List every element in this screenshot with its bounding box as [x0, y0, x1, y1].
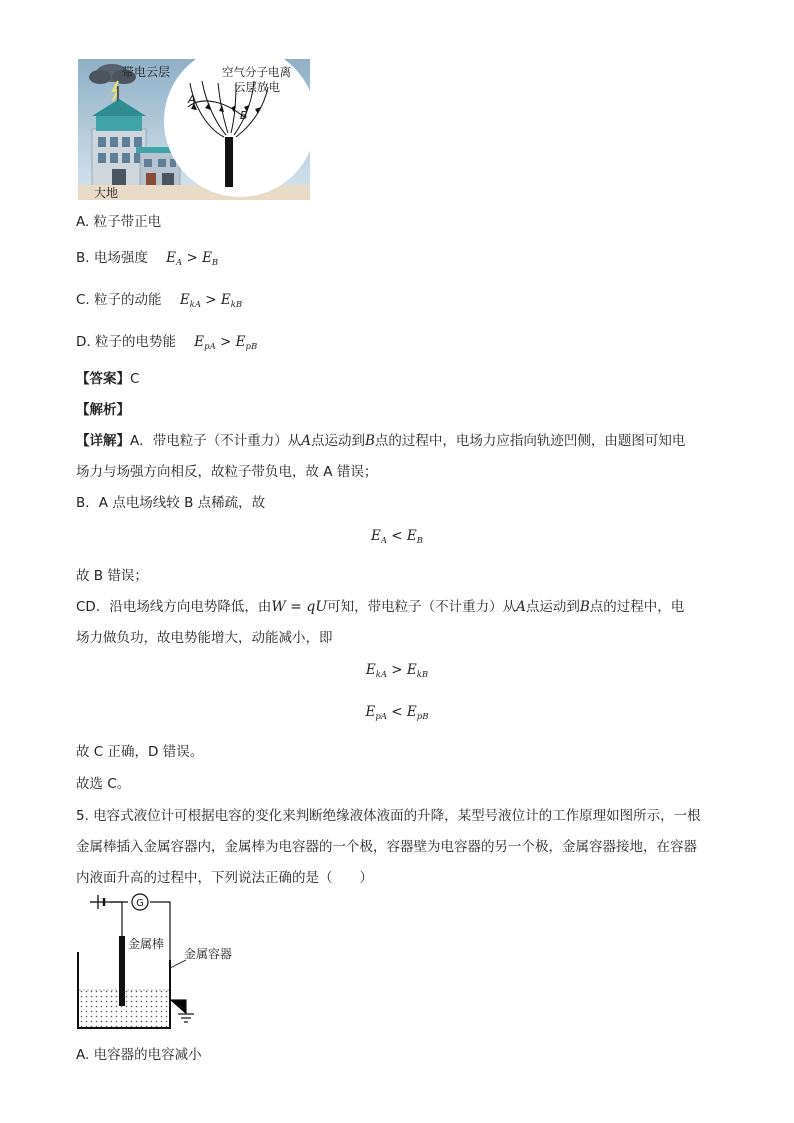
formula-ea-lt-eb: $E_A < E_B$: [370, 528, 423, 546]
q5-option-a: A. 电容器的电容减小: [76, 1047, 202, 1063]
svg-text:金属棒: 金属棒: [128, 937, 165, 951]
formula-epa-gt-epb: $E_{pA} > E_{pB}$: [194, 334, 258, 352]
svg-text:带电云层: 带电云层: [122, 65, 171, 79]
analysis-line-7: 故 C 正确，D 错误。: [76, 744, 204, 760]
formula-w-eq-qu: W = qU: [271, 599, 328, 615]
svg-text:大地: 大地: [94, 186, 119, 200]
option-b-label: B. 电场强度: [76, 250, 148, 266]
analysis-line-6: 场力做负功，故电势能增大，动能减小，即: [76, 630, 333, 646]
option-b: [76, 246, 218, 268]
lightning-diagram: [78, 59, 310, 200]
option-d: [76, 330, 257, 352]
analysis-line-1: 【详解】A．带电粒子（不计重力）从A点运动到B点的过程中，电场力应指向轨迹凹侧，由题图可知电: [76, 433, 686, 449]
answer-value: C: [130, 371, 140, 387]
galvanometer-icon: [132, 894, 148, 910]
svg-text:空气分子电离: 空气分子电离: [222, 65, 291, 79]
option-a: A. 粒子带正电: [76, 214, 162, 230]
formula-eka-gt-ekb: $E_{kA} > E_{kB}$: [179, 292, 243, 310]
formula-eka-gt-ekb-2: $E_{kA} > E_{kB}$: [365, 662, 429, 680]
figure-lightning: [78, 59, 310, 200]
lightning-rod: [225, 137, 233, 187]
option-c: [76, 288, 242, 310]
ground-icon: [170, 1000, 194, 1022]
option-c-label: C. 粒子的动能: [76, 292, 162, 308]
q5-line-2: 金属棒插入金属容器内，金属棒为电容器的一个极，容器壁为电容器的另一个极，金属容器接地，在容器: [76, 839, 697, 855]
analysis-line-5: CD．沿电场线方向电势降低，由W = qU可知，带电粒子（不计重力）从A点运动到B点的过程中，电: [76, 599, 685, 615]
q5-line-3: 内液面升高的过程中，下列说法正确的是（ ）: [76, 870, 373, 886]
svg-text:A: A: [188, 93, 196, 106]
svg-text:G: G: [136, 898, 144, 909]
svg-text:金属容器: 金属容器: [184, 947, 233, 961]
formula-ea-gt-eb: $E_A > E_B$: [166, 250, 219, 268]
analysis-line-2: 场力与场强方向相反，故粒子带负电，故 A 错误；: [76, 464, 378, 480]
analysis-line-8: 故选 C。: [76, 776, 131, 792]
svg-text:B: B: [240, 109, 248, 122]
figure-level-gauge: [70, 890, 250, 1032]
analysis-line-3: B．A 点电场线较 B 点稀疏，故: [76, 495, 266, 511]
q5-line-1: 5. 电容式液位计可根据电容的变化来判断绝缘液体液面的升降，某型号液位计的工作原理如图所示，一根: [76, 808, 701, 824]
analysis-label: 【解析】: [76, 402, 130, 418]
svg-text:云层放电: 云层放电: [234, 80, 280, 94]
formula-epa-lt-epb: $E_{pA} < E_{pB}$: [365, 704, 429, 722]
metal-rod: [119, 936, 125, 1006]
option-d-label: D. 粒子的电势能: [76, 334, 176, 350]
analysis-line-4: 故 B 错误；: [76, 568, 148, 584]
level-gauge-diagram: [70, 890, 250, 1032]
answer-label: 【答案】: [76, 371, 130, 387]
answer-line: [76, 367, 139, 387]
